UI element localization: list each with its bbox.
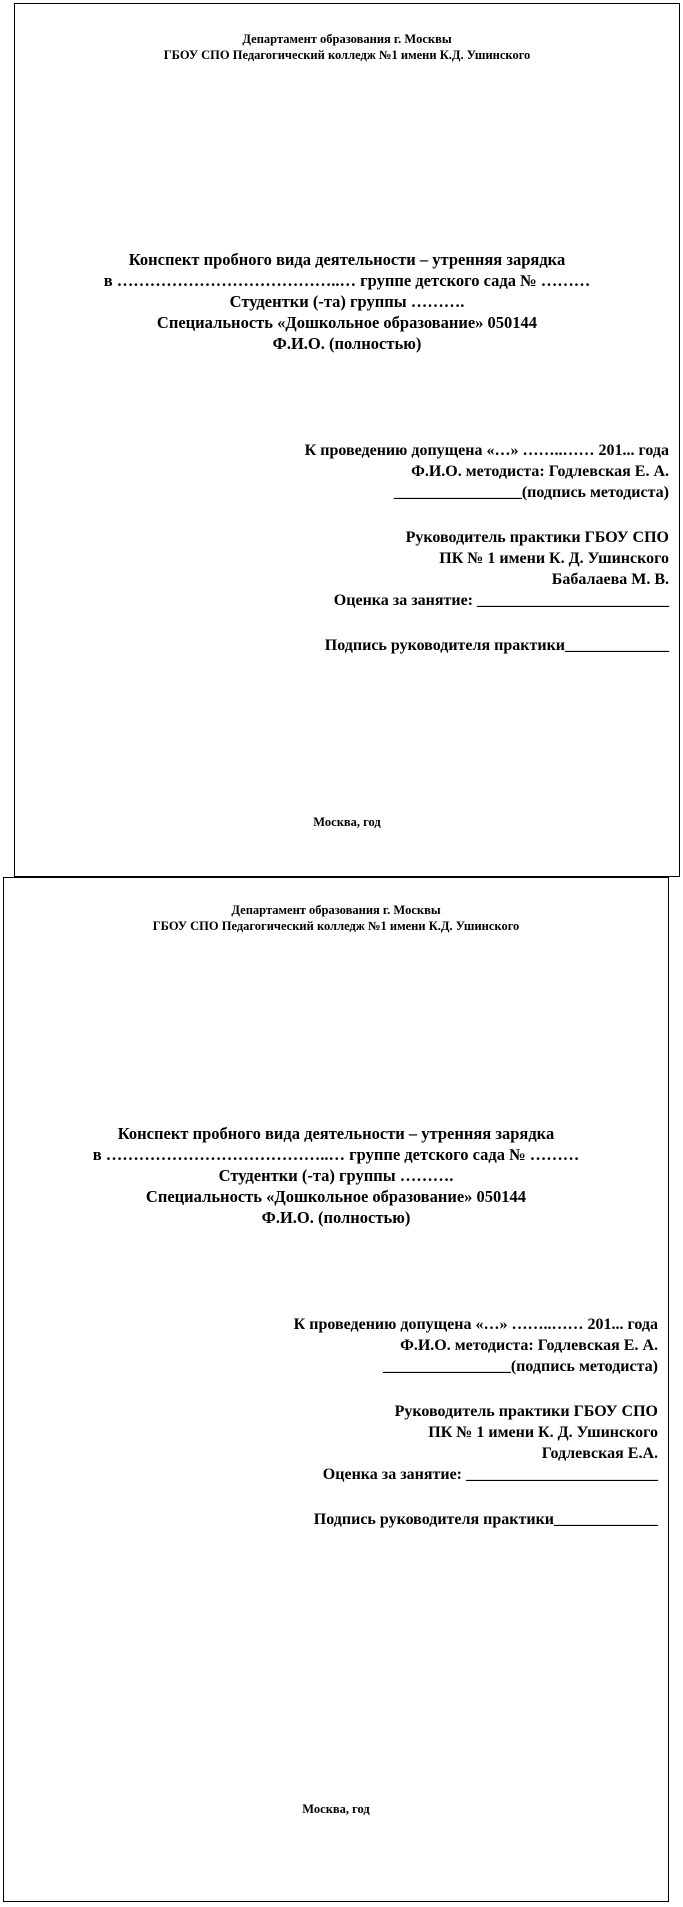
college-line: ГБОУ СПО Педагогический колледж №1 имени К.Д. Ушинского: [163, 48, 531, 62]
supervisor-signature-line: Подпись руководителя практики_____________: [313, 1511, 658, 1528]
methodist-signature-line: ________________(подпись методиста): [382, 1358, 658, 1375]
city-year-footer: Москва, год: [313, 815, 381, 829]
supervisor-college-line: ПК № 1 имени К. Д. Ушинского: [439, 550, 669, 567]
department-line: Департамент образования г. Москвы: [242, 32, 452, 46]
student-line: Студентки (-та) группы ……….: [218, 1166, 454, 1185]
college-line: ГБОУ СПО Педагогический колледж №1 имени К.Д. Ушинского: [152, 919, 520, 933]
city-year-footer: Москва, год: [302, 1802, 370, 1816]
methodist-line: Ф.И.О. методиста: Годлевская Е. А.: [411, 463, 669, 480]
document-title-block: [15, 249, 679, 354]
title-line: Конспект пробного вида деятельности – утренняя зарядка: [117, 1124, 555, 1143]
supervisor-name: Годлевская Е.А.: [541, 1445, 658, 1462]
supervisor-name: Бабалаева М. В.: [551, 571, 669, 588]
methodist-line: Ф.И.О. методиста: Годлевская Е. А.: [400, 1337, 658, 1354]
title-page-1: [14, 3, 680, 877]
group-line: в …………………………………..… группе детского сада № ………: [92, 1145, 580, 1164]
institution-header: [15, 31, 679, 63]
approval-block: [294, 1314, 658, 1377]
supervisor-title-line: Руководитель практики ГБОУ СПО: [405, 529, 669, 546]
fullname-line: Ф.И.О. (полностью): [261, 1208, 411, 1227]
fullname-line: Ф.И.О. (полностью): [272, 334, 422, 353]
student-line: Студентки (-та) группы ……….: [229, 292, 465, 311]
supervisor-title-line: Руководитель практики ГБОУ СПО: [394, 1403, 658, 1420]
department-line: Департамент образования г. Москвы: [231, 903, 441, 917]
grade-line: Оценка за занятие: ________________________: [333, 592, 669, 609]
supervisor-signature-line: Подпись руководителя практики_____________: [324, 637, 669, 654]
institution-header: [4, 902, 668, 934]
specialty-line: Специальность «Дошкольное образование» 050144: [145, 1187, 527, 1206]
methodist-signature-line: ________________(подпись методиста): [393, 484, 669, 501]
approval-block: [305, 440, 669, 503]
supervisor-college-line: ПК № 1 имени К. Д. Ушинского: [428, 1424, 658, 1441]
title-page-2: [3, 877, 669, 1902]
specialty-line: Специальность «Дошкольное образование» 050144: [156, 313, 538, 332]
admitted-line: К проведению допущена «…» ……..…… 201... года: [293, 1316, 658, 1333]
grade-line: Оценка за занятие: ________________________: [322, 1466, 658, 1483]
group-line: в …………………………………..… группе детского сада № ………: [103, 271, 591, 290]
admitted-line: К проведению допущена «…» ……..…… 201... года: [304, 442, 669, 459]
supervisor-block: [323, 1401, 658, 1485]
title-line: Конспект пробного вида деятельности – утренняя зарядка: [128, 250, 566, 269]
document-title-block: [4, 1123, 668, 1228]
supervisor-block: [334, 527, 669, 611]
